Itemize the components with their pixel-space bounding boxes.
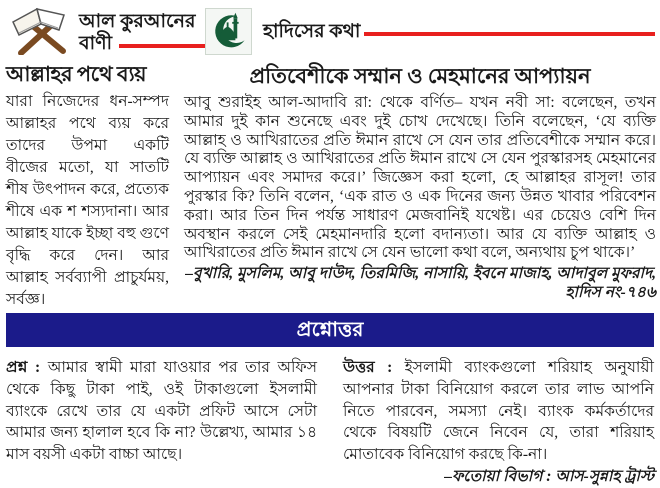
red-rule-short (119, 44, 211, 48)
header-hadith (205, 8, 655, 55)
qa-answer-text: ইসলামী ব্যাংকগুলো শরিয়াহ অনুযায়ী আপনার টাকা বিনিয়োগ করলে তার লাভ আপনি নিতে পারবেন, সমস্যা নেই। ব্যাংক কর্মকর্তাদের থেকে বিষয়টি জেনে নিবেন যে, তারা শরিয়াহ মোতাবেক বিনিয়োগ করছে কি-না। (343, 359, 654, 464)
red-rule-long (364, 32, 655, 36)
qa-banner: প্রশ্নোত্তর (6, 313, 654, 347)
quran-on-rehal-icon (8, 5, 70, 55)
hadith-reference: –বুখারি, মুসলিম, আবু দাউদ, তিরমিজি, নাসায়ি, ইবনে মাজাহ, আদাবুল মুফরাদ, হাদিস নং-৭৪৬ (185, 265, 656, 302)
header-quran (8, 5, 211, 55)
quran-heading: আল্লাহর পথে ব্যয় (6, 62, 147, 86)
qa-question-column (6, 357, 317, 488)
hadith-heading: প্রতিবেশীকে সম্মান ও মেহমানের আপ্যায়ন (249, 64, 591, 88)
header-quran-title-line1: আল কুরআনের (79, 11, 196, 32)
qa-answer-label: উত্তর : (343, 359, 393, 376)
quran-verse-text: যারা নিজেদের ধন-সম্পদ আল্লাহর পথে ব্যয় করে তাদের উপমা একটি বীজের মতো, যা সাতটি শীষ উৎপাদন করে, প্রত্যেক শীষে এক শ শস্যদানা। আর আল্লাহ যাকে ইচ্ছা বহু গুণে বৃদ্ধি করে দেন। আর আল্লাহ সর্বব্যাপী প্রাচুর্যময়, সর্বজ্ঞ। (6, 93, 169, 308)
qa-question (6, 357, 317, 466)
qa-question-label: প্রশ্ন : (6, 359, 41, 376)
qa-row (6, 357, 654, 488)
qa-answer (343, 357, 654, 485)
mosque-crescent-icon (205, 8, 252, 55)
qa-answer-column (343, 357, 654, 488)
hadith-text: আবু শুরাইহ আল-আদাবি রা: থেকে বর্ণিত– যখন নবী সা: বলেছেন, তখন আমার দুই কান শুনেছে এবং দুই চোখ দেখেছে। তিনি বলেছেন, ‘যে ব্যক্তি আল্লাহ ও আখিরাতের প্রতি ঈমান রাখে সে যেন তার প্রতিবেশীকে সম্মান করে। যে ব্যক্তি আল্লাহ ও আখিরাতের প্রতি ঈমান রাখে সে যেন পুরস্কারসহ মেহমানের আপ্যায়ন এবং সমাদর করে।’ জিজ্ঞেস করা হলো, হে আল্লাহর রাসূল! তার পুরস্কার কি? তিনি বলেন, ‘এক রাত ও এক দিনের জন্য উন্নত খাবার পরিবেশন করা। আর তিন দিন পর্যন্ত সাধারণ মেজবানিই যথেষ্ট। এর চেয়েও বেশি দিন অবস্থান করলে সেই মেহমানদারি হলো বদান্যতা। আর যে ব্যক্তি আল্লাহ ও আখিরাতের প্রতি ঈমান রাখে সে যেন ভালো কথা বলে, অন্যথায় চুপ থাকে।’ (184, 94, 656, 262)
quran-column (6, 60, 169, 333)
qa-question-text: আমার স্বামী মারা যাওয়ার পর তার অফিস থেকে কিছু টাকা পাই, ওই টাকাগুলো ইসলামী ব্যাংকে রেখে তার যে একটা প্রফিট আসে সেটা আমার জন্য হালাল হবে কি না? উল্লেখ্য, আমার ১৪ মাস বয়সী একটা বাচ্চা আছে। (6, 359, 317, 464)
header-quran-title-line2: বাণী (79, 33, 113, 54)
header-hadith-title: হাদিসের কথা (263, 20, 361, 42)
qa-answer-reference: –ফতোয়া বিভাগ : আস-সুন্নাহ ট্রাস্ট (444, 467, 654, 485)
hadith-section (184, 61, 656, 302)
